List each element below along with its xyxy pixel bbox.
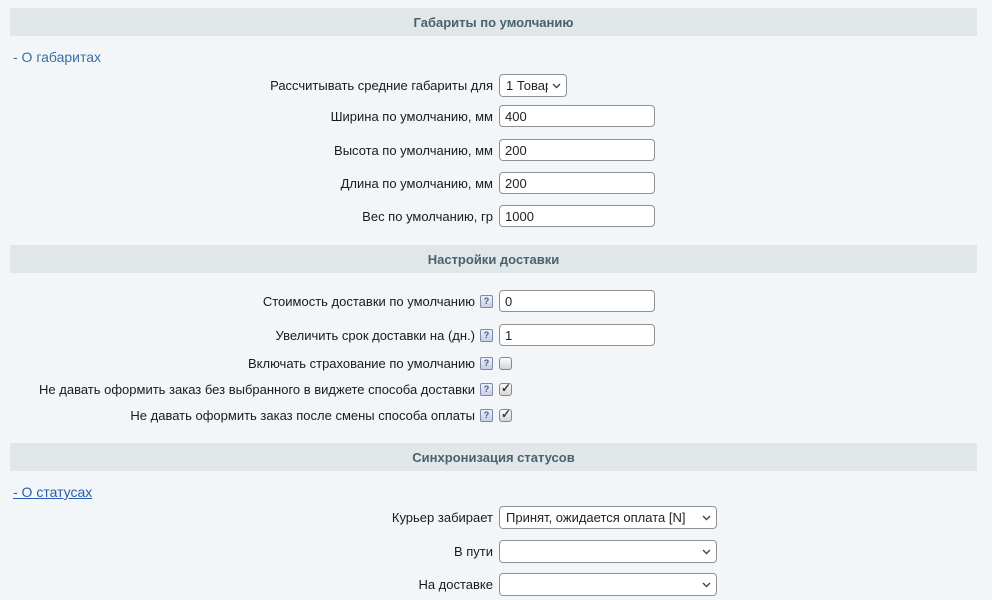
form-row-default-length xyxy=(0,172,992,194)
field-label xyxy=(0,356,493,371)
help-icon[interactable]: ? xyxy=(480,383,493,396)
field-label xyxy=(0,382,493,397)
require-widget-method-checkbox[interactable] xyxy=(499,383,512,396)
section-title: Синхронизация статусов xyxy=(412,449,575,465)
form-row-delivery-term xyxy=(0,324,992,346)
section-header-delivery xyxy=(10,245,977,273)
field-label: Курьер забирает xyxy=(391,510,493,525)
delivery-term-input[interactable] xyxy=(499,324,655,346)
default-width-input[interactable] xyxy=(499,105,655,127)
section-title: Габариты по умолчанию xyxy=(413,14,574,30)
form-row-default-width xyxy=(0,105,992,127)
field-label-text: Включать страхование по умолчанию xyxy=(248,356,475,371)
avg-dimensions-select[interactable] xyxy=(499,74,567,97)
section-header-statuses xyxy=(10,443,977,471)
field-label-text: Стоимость доставки по умолчанию xyxy=(262,293,475,309)
help-icon[interactable]: ? xyxy=(480,295,493,308)
form-row-default-weight xyxy=(0,205,992,227)
help-icon[interactable]: ? xyxy=(480,357,493,370)
form-row-insurance xyxy=(0,356,992,371)
section-header-dimensions xyxy=(10,8,977,36)
field-label: На доставке xyxy=(418,577,493,592)
form-row-in-transit-status xyxy=(0,540,992,563)
default-length-input[interactable] xyxy=(499,172,655,194)
default-weight-input[interactable] xyxy=(499,205,655,227)
insurance-checkbox[interactable] xyxy=(499,357,512,370)
field-label: Рассчитывать средние габариты для xyxy=(270,78,493,93)
form-row-delivery-cost xyxy=(0,290,992,312)
help-icon[interactable]: ? xyxy=(480,329,493,342)
field-label: Высота по умолчанию, мм xyxy=(334,142,493,158)
delivery-cost-input[interactable] xyxy=(499,290,655,312)
help-icon[interactable]: ? xyxy=(480,409,493,422)
field-label: Длина по умолчанию, мм xyxy=(340,175,493,191)
form-row-on-delivery-status xyxy=(0,573,992,596)
field-label xyxy=(0,328,493,343)
field-label: Вес по умолчанию, гр xyxy=(362,208,493,224)
form-row-block-after-payment-change xyxy=(0,408,992,423)
in-transit-status-select[interactable] xyxy=(499,540,717,563)
field-label: В пути xyxy=(453,544,493,559)
courier-pickup-status-select[interactable] xyxy=(499,506,717,529)
default-height-input[interactable] xyxy=(499,139,655,161)
on-delivery-status-select[interactable] xyxy=(499,573,717,596)
block-after-payment-change-checkbox[interactable] xyxy=(499,409,512,422)
form-row-courier-pickup-status xyxy=(0,506,992,529)
section-title: Настройки доставки xyxy=(427,251,560,267)
field-label xyxy=(0,408,493,423)
field-label: Ширина по умолчанию, мм xyxy=(330,108,493,124)
field-label-text: Увеличить срок доставки на (дн.) xyxy=(275,327,475,343)
form-row-avg-dimensions xyxy=(0,74,992,97)
form-row-require-widget-method xyxy=(0,382,992,397)
field-label xyxy=(0,294,493,309)
about-statuses-link[interactable]: - О статусах xyxy=(13,484,93,500)
field-label-text: Не давать оформить заказ после смены способа оплаты xyxy=(130,408,475,423)
about-dimensions-link[interactable]: - О габаритах xyxy=(13,49,102,65)
field-label-text: Не давать оформить заказ без выбранного в виджете способа доставки xyxy=(39,382,475,397)
form-row-default-height xyxy=(0,139,992,161)
